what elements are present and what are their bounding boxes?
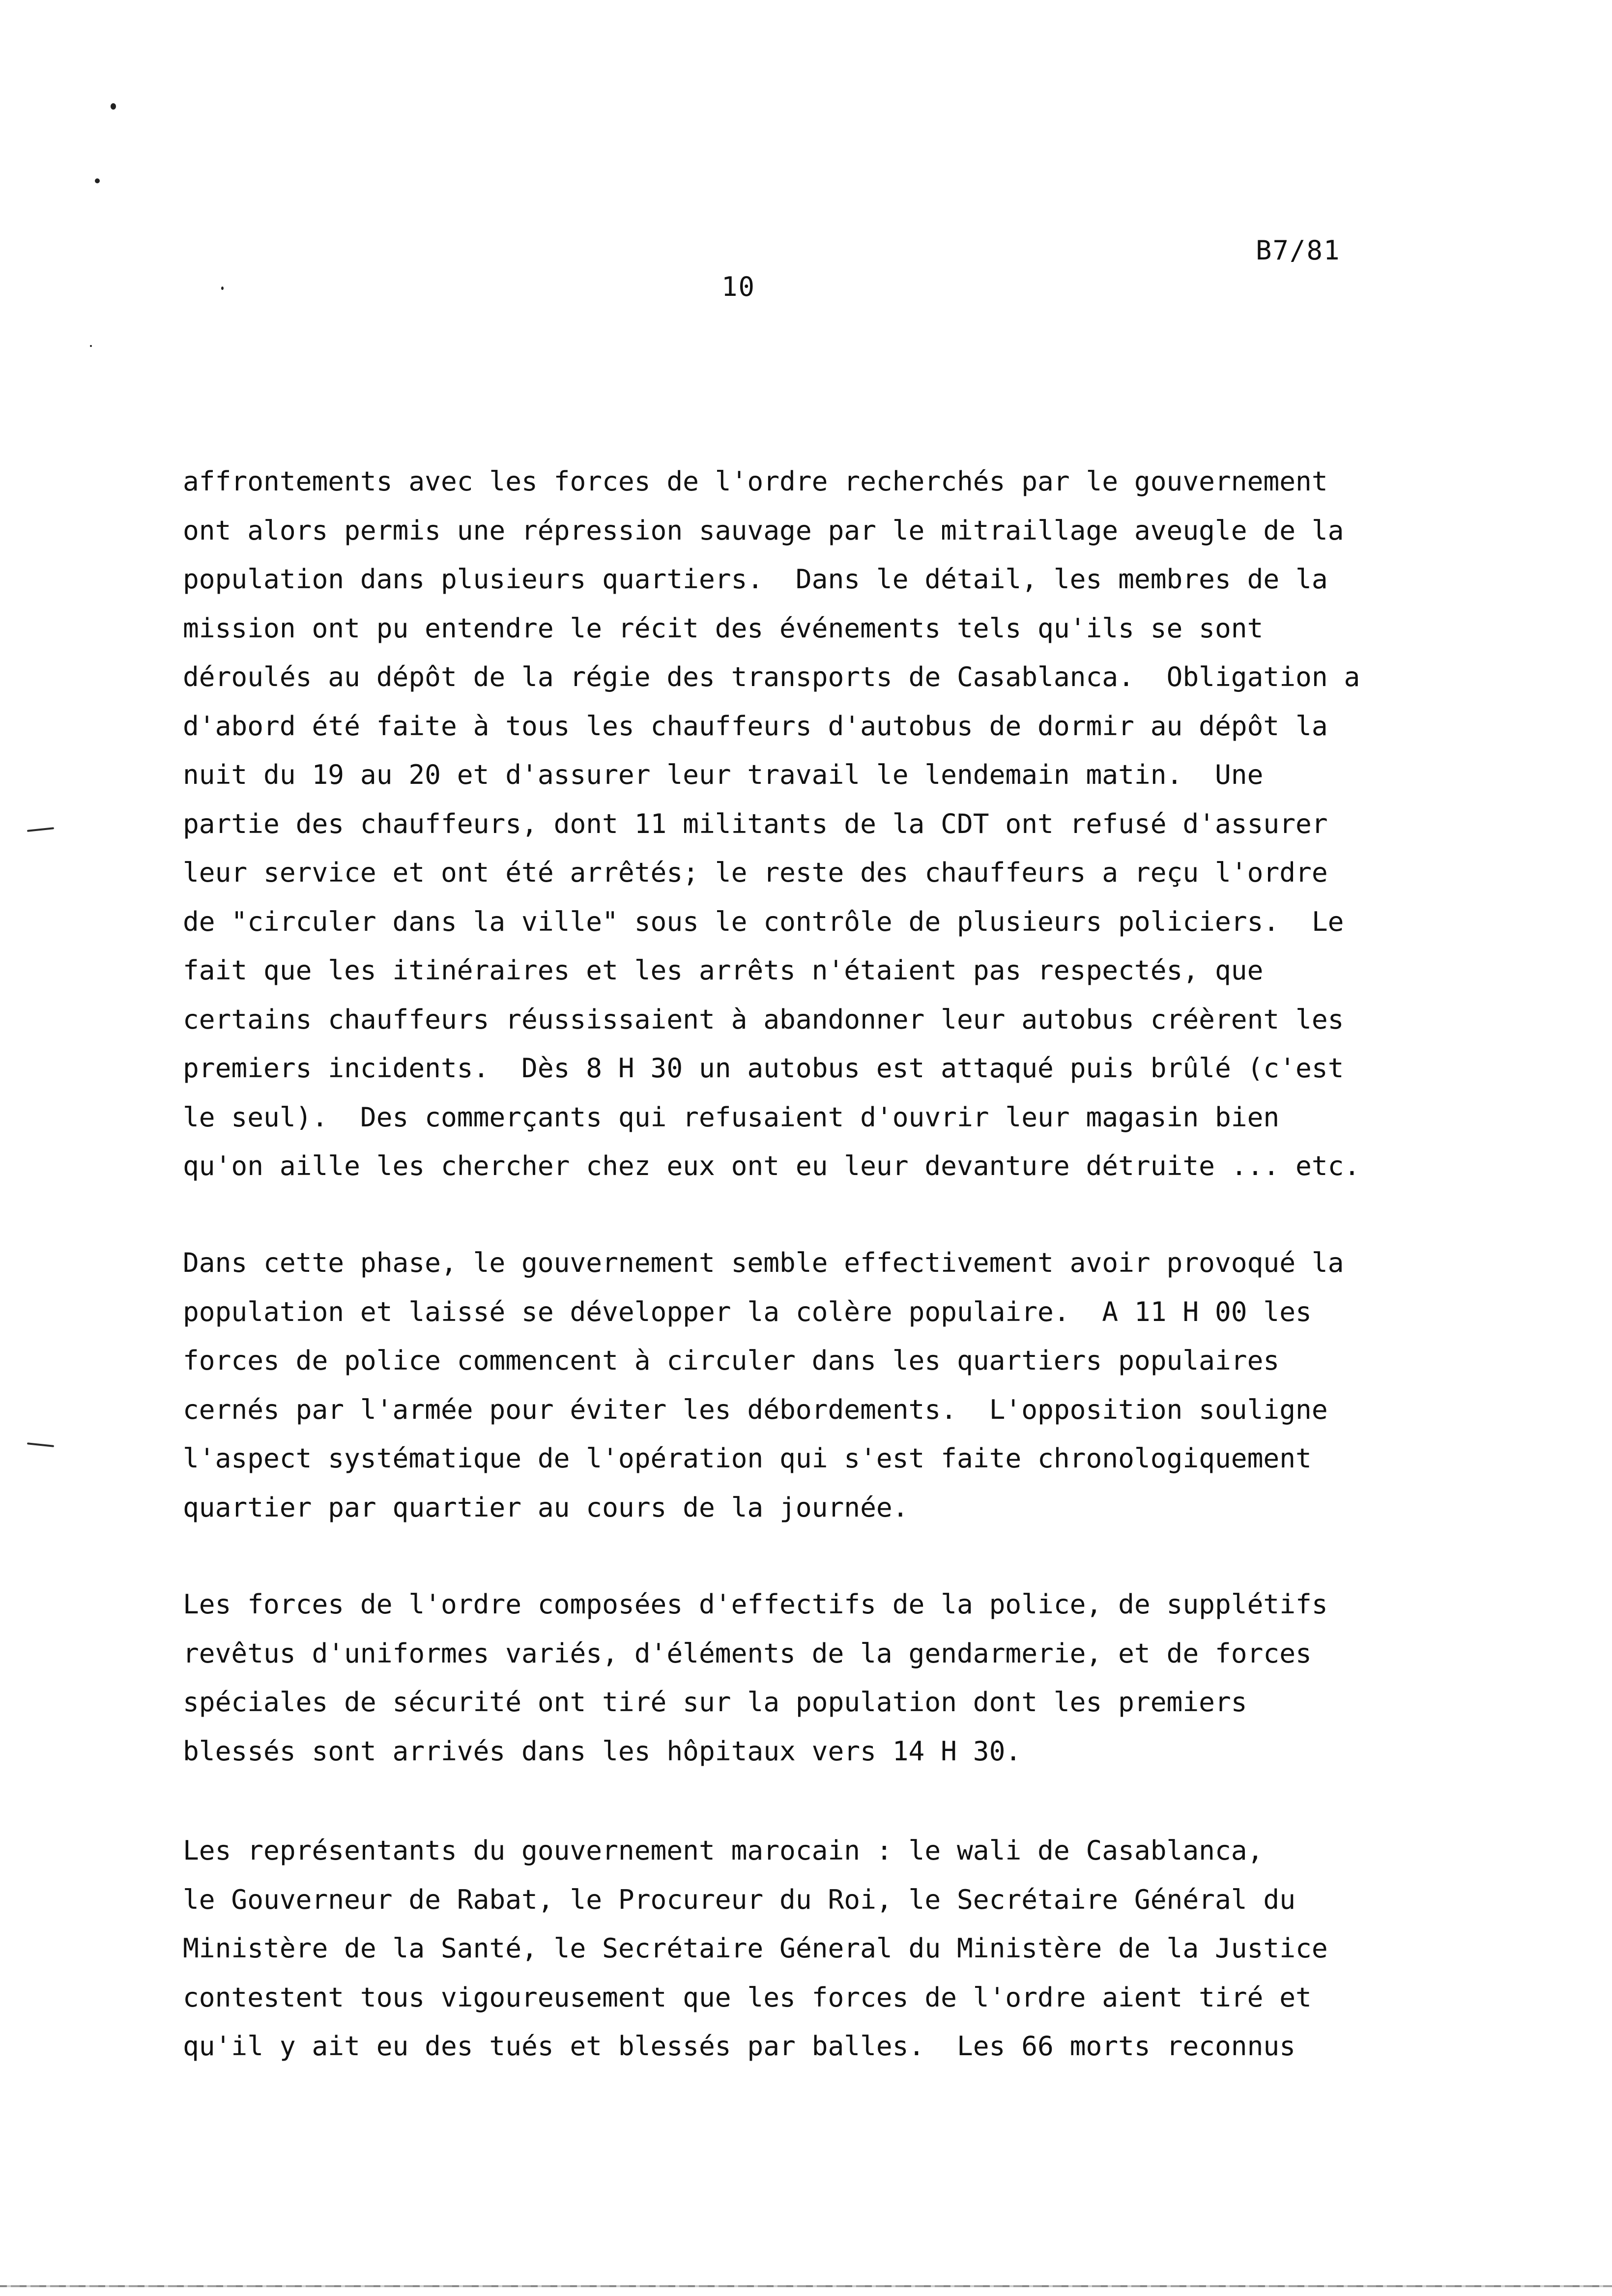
text-line: revêtus d'uniformes variés, d'éléments de la gendarmerie, et de forces <box>183 1637 1312 1669</box>
text-line: déroulés au dépôt de la régie des transports de Casablanca. Obligation a <box>183 661 1360 692</box>
text-line: certains chauffeurs réussissaient à abandonner leur autobus créèrent les <box>183 1003 1344 1035</box>
paragraph-2 <box>183 1238 1402 1532</box>
text-line: affrontements avec les forces de l'ordre recherchés par le gouvernement <box>183 465 1328 497</box>
text-line: le seul). Des commerçants qui refusaient d'ouvrir leur magasin bien <box>183 1101 1280 1133</box>
text-line: Dans cette phase, le gouvernement semble effectivement avoir provoqué la <box>183 1247 1344 1278</box>
text-line: cernés par l'armée pour éviter les débordements. L'opposition souligne <box>183 1393 1328 1425</box>
text-line: nuit du 19 au 20 et d'assurer leur travail le lendemain matin. Une <box>183 759 1264 790</box>
text-line: le Gouverneur de Rabat, le Procureur du Roi, le Secrétaire Général du <box>183 1883 1296 1915</box>
scan-speck <box>221 287 224 290</box>
text-line: Ministère de la Santé, le Secrétaire Géneral du Ministère de la Justice <box>183 1932 1328 1964</box>
text-line: qu'on aille les chercher chez eux ont eu leur devanture détruite ... etc. <box>183 1150 1360 1181</box>
text-line: mission ont pu entendre le récit des événements tels qu'ils se sont <box>183 612 1264 644</box>
paragraph-4 <box>183 1826 1402 2071</box>
text-line: ont alors permis une répression sauvage par le mitraillage aveugle de la <box>183 514 1344 546</box>
paragraph-1 <box>183 457 1402 1191</box>
text-line: quartier par quartier au cours de la journée. <box>183 1491 909 1523</box>
text-line: partie des chauffeurs, dont 11 militants de la CDT ont refusé d'assurer <box>183 807 1328 839</box>
text-line: fait que les itinéraires et les arrêts n'étaient pas respectés, que <box>183 954 1264 986</box>
paragraph-3 <box>183 1580 1402 1776</box>
text-line: leur service et ont été arrêtés; le reste des chauffeurs a reçu l'ordre <box>183 857 1328 888</box>
text-line: l'aspect systématique de l'opération qui s'est faite chronologiquement <box>183 1442 1312 1474</box>
scan-speck <box>90 345 92 347</box>
text-line: forces de police commencent à circuler dans les quartiers populaires <box>183 1345 1280 1376</box>
scan-edge-line <box>0 2285 1612 2287</box>
text-line: Les forces de l'ordre composées d'effectifs de la police, de supplétifs <box>183 1588 1328 1620</box>
text-line: spéciales de sécurité ont tiré sur la population dont les premiers <box>183 1686 1247 1718</box>
document-reference: B7/81 <box>1256 235 1341 266</box>
scan-speck <box>95 178 100 183</box>
text-line: contestent tous vigoureusement que les forces de l'ordre aient tiré et <box>183 1981 1312 2013</box>
text-line: blessés sont arrivés dans les hôpitaux vers 14 H 30. <box>183 1735 1022 1767</box>
text-line: Les représentants du gouvernement marocain : le wali de Casablanca, <box>183 1835 1264 1866</box>
margin-mark <box>27 1442 54 1447</box>
text-line: premiers incidents. Dès 8 H 30 un autobus est attaqué puis brûlé (c'est <box>183 1052 1344 1084</box>
text-line: de "circuler dans la ville" sous le contrôle de plusieurs policiers. Le <box>183 905 1344 937</box>
text-line: population et laissé se développer la colère populaire. A 11 H 00 les <box>183 1295 1312 1327</box>
text-line: qu'il y ait eu des tués et blessés par balles. Les 66 morts reconnus <box>183 2030 1296 2062</box>
margin-mark <box>27 827 54 832</box>
page-number: 10 <box>721 271 756 302</box>
text-line: d'abord été faite à tous les chauffeurs d'autobus de dormir au dépôt la <box>183 710 1328 742</box>
scan-speck <box>111 103 116 110</box>
text-line: population dans plusieurs quartiers. Dans le détail, les membres de la <box>183 563 1328 595</box>
